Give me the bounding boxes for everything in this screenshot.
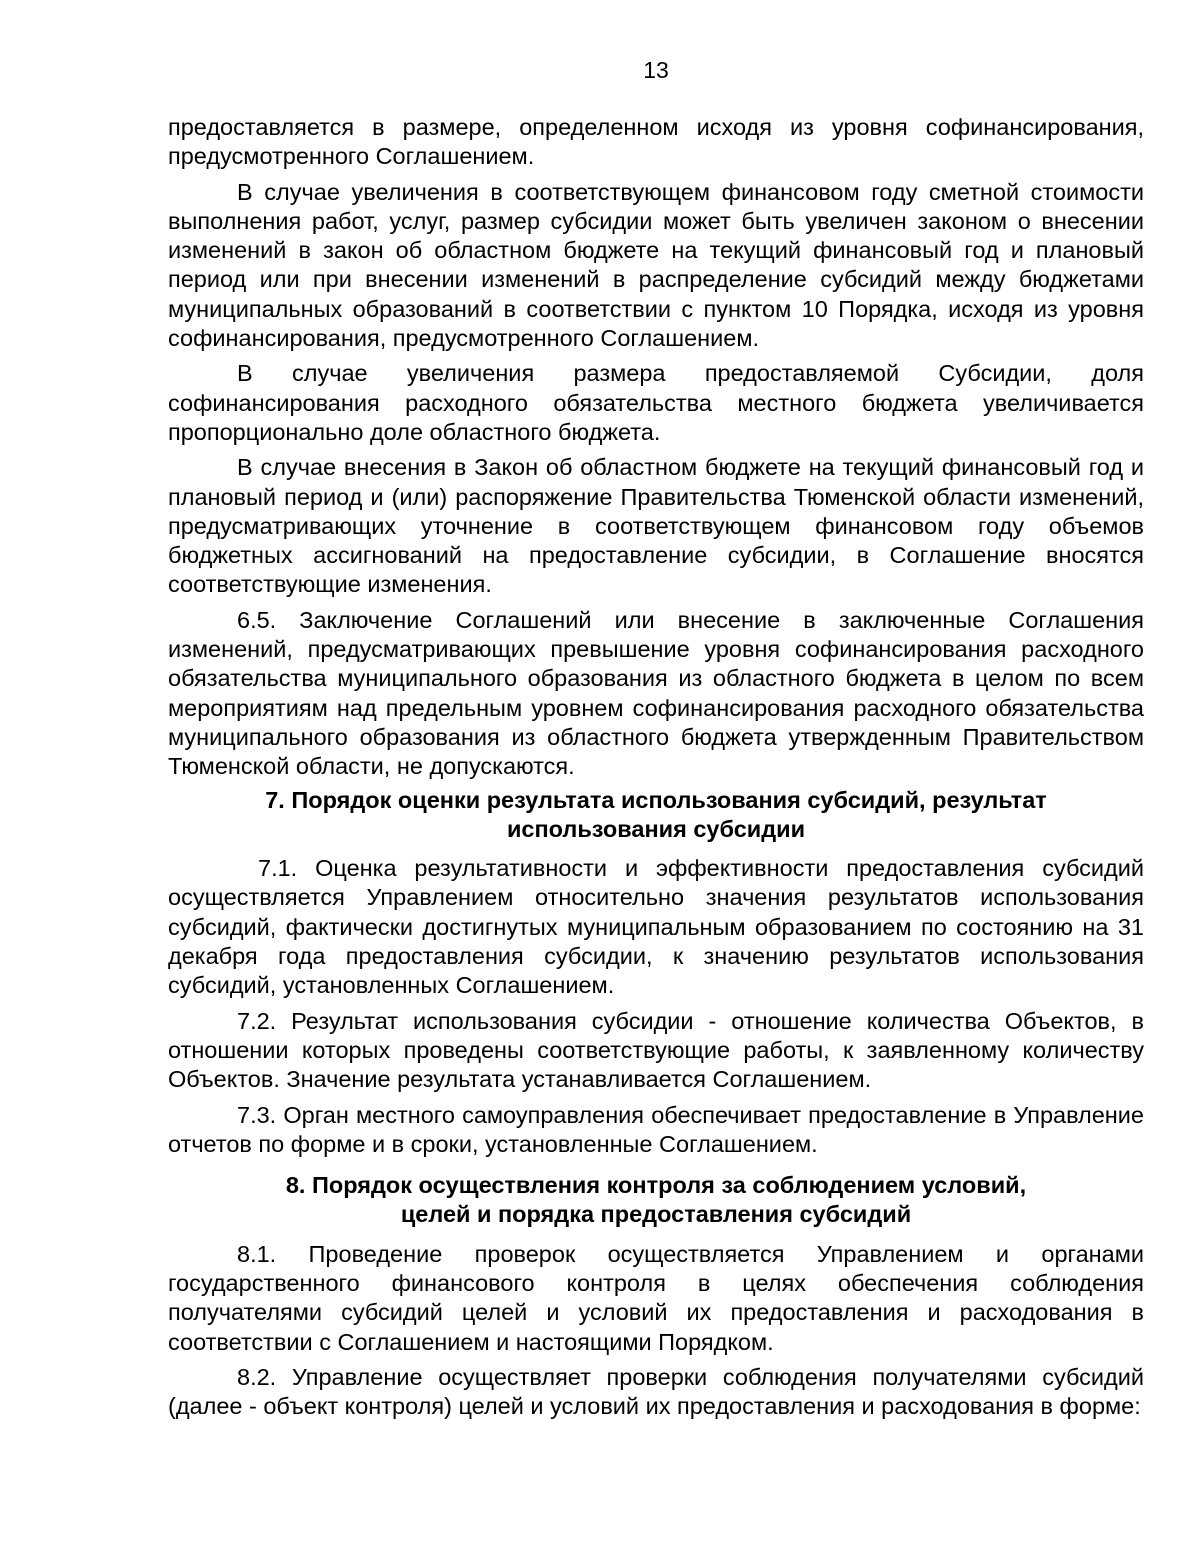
document-body [168,113,1144,1421]
section-8-heading [168,1171,1144,1230]
section-8-heading-line2: целей и порядка предоставления субсидий [400,1201,912,1228]
paragraph-cofinancing-share: В случае увеличения размера предоставляемой Субсидии, доля софинансирования расходного обязательства местного бюджета увеличивается пропорционально доле областного бюджета. [168,360,1144,445]
paragraph-continuation: предоставляется в размере, определенном исходя из уровня софинансирования, предусмотренного Соглашением. [168,114,1144,170]
section-7-heading-line1: 7. Порядок оценки результата использования субсидий, результат [265,786,1047,813]
paragraph-7-1: 7.1. Оценка результативности и эффективности предоставления субсидий осуществляется Управлением относительно значения результатов использования субсидий, фактически достигнутых муниципальным образованием по состоянию на 31 декабря года предоставления субсидии, к значению результатов использования субсидий, установленных Соглашением. [168,855,1144,999]
paragraph-8-1: 8.1. Проведение проверок осуществляется Управлением и органами государственного финансового контроля в целях обеспечения соблюдения получателями субсидий целей и условий их предоставления и расходования в соответствии с Соглашением и настоящими Порядком. [168,1240,1144,1355]
section-7-heading-line2: использования субсидии [506,815,806,842]
paragraph-subsidy-increase: В случае увеличения в соответствующем финансовом году сметной стоимости выполнения работ, услуг, размер субсидии может быть увеличен законом о внесении изменений в закон об областном бюджете на текущий финансовый год и плановый период или при внесении изменений в распределение субсидий между бюджетами муниципальных образований в соответствии с пунктом 10 Порядка, исходя из уровня софинансирования, предусмотренного Соглашением. [168,178,1144,352]
paragraph-6-5: 6.5. Заключение Соглашений или внесение в заключенные Соглашения изменений, предусматривающих превышение уровня софинансирования расходного обязательства муниципального образования из областного бюджета в целом по всем мероприятиям над предельным уровнем софинансирования расходного обязательства муниципального образования из областного бюджета утвержденным Правительством Тюменской области, не допускаются. [168,606,1144,780]
paragraph-8-2: 8.2. Управление осуществляет проверки соблюдения получателями субсидий (далее - объект контроля) целей и условий их предоставления и расходования в форме: [168,1363,1144,1420]
section-8-heading-line1: 8. Порядок осуществления контроля за соблюдением условий, [285,1172,1027,1199]
section-7-heading [168,786,1144,845]
paragraph-7-3: 7.3. Орган местного самоуправления обеспечивает предоставление в Управление отчетов по форме и в сроки, установленные Соглашением. [168,1101,1144,1157]
paragraph-7-2: 7.2. Результат использования субсидии - отношение количества Объектов, в отношении которых проведены соответствующие работы, к заявленному количеству Объектов. Значение результата устанавливается Соглашением. [168,1007,1144,1093]
page-number: 13 [643,57,669,83]
paragraph-law-amendments: В случае внесения в Закон об областном бюджете на текущий финансовый год и плановый период и (или) распоряжение Правительства Тюменской области изменений, предусматривающих уточнение в соответствующем финансовом году объемов бюджетных ассигнований на предоставление субсидии, в Соглашение вносятся соответствующие изменения. [168,454,1144,598]
